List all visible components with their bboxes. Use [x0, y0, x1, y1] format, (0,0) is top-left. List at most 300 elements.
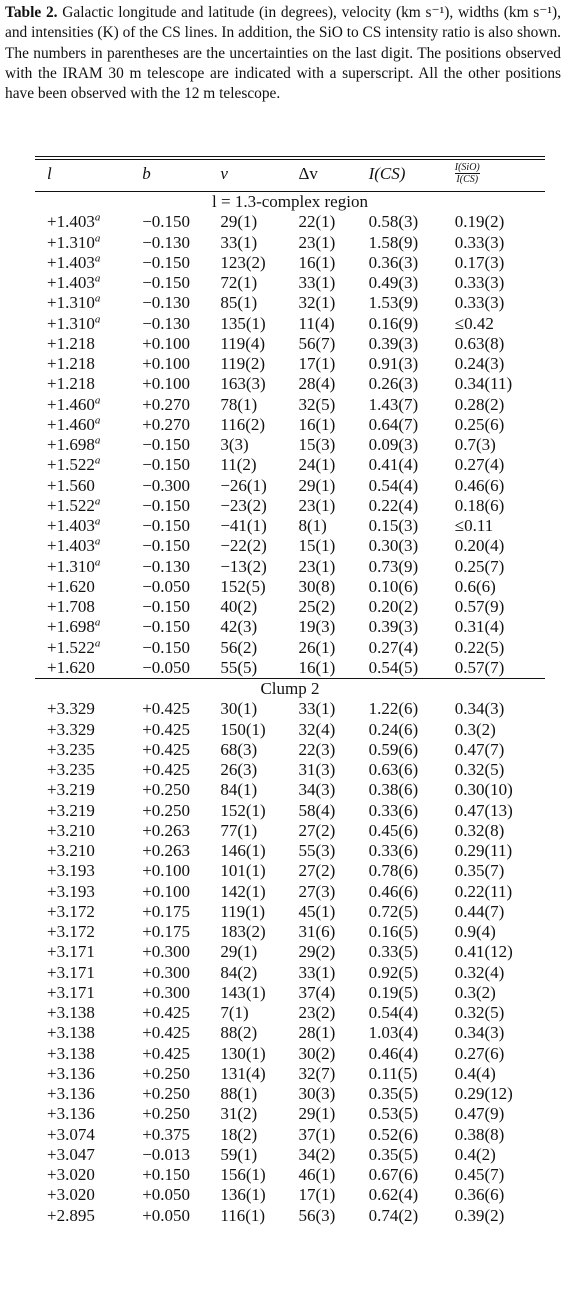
- cell-v: 7(1): [220, 1003, 249, 1022]
- cell-ratio: 0.46(6): [454, 475, 505, 495]
- table-top-rule: [35, 159, 545, 160]
- cell-ics: 0.91(3): [368, 354, 419, 373]
- cell-ics: 0.53(5): [368, 1104, 419, 1124]
- table-row: [35, 638, 545, 658]
- cell-ratio: 0.6(6): [454, 576, 496, 596]
- cell-v: 183(2): [220, 922, 266, 941]
- cell-v: 29(1): [220, 942, 258, 962]
- cell-b: +0.425: [142, 719, 191, 739]
- table-row: [35, 1084, 545, 1104]
- cell-l: +3.235: [47, 739, 95, 759]
- cell-ics: 0.19(5): [368, 982, 419, 1002]
- cell-ics: 1.58(9): [368, 232, 419, 252]
- table-row: [35, 395, 545, 415]
- table-caption: [5, 3, 561, 104]
- cell-dv: 37(4): [298, 982, 336, 1002]
- cell-dv: 24(1): [298, 455, 336, 475]
- cell-ics: 0.63(6): [368, 760, 419, 779]
- cell-b: +0.250: [142, 1063, 191, 1083]
- telescope-superscript: a: [94, 616, 101, 629]
- cell-ratio: 0.28(2): [454, 394, 505, 414]
- cell-l: +1.620: [47, 657, 95, 677]
- cell-v: 18(2): [220, 1124, 258, 1144]
- cell-ics: 0.39(3): [368, 333, 419, 353]
- cell-l: +1.310$^a$: [47, 312, 101, 333]
- cell-l: +1.522$^a$: [47, 636, 101, 657]
- cell-ratio: 0.33(3): [454, 293, 505, 313]
- cell-b: +0.425: [142, 699, 191, 719]
- cell-ics: 1.43(7): [368, 394, 419, 414]
- cell-v: 33(1): [220, 232, 258, 252]
- telescope-superscript: a: [94, 312, 101, 325]
- cell-v: 152(5): [220, 576, 266, 596]
- table-row: [35, 1023, 545, 1043]
- table-row: [35, 1104, 545, 1124]
- cell-ratio: 0.35(7): [454, 861, 505, 881]
- cell-ics: 0.30(3): [368, 536, 419, 556]
- cell-l: +1.218: [47, 333, 95, 353]
- telescope-superscript: a: [94, 555, 101, 568]
- cell-ratio: 0.3(2): [454, 982, 496, 1002]
- table-row: [35, 354, 545, 374]
- cell-ics: 0.41(4): [368, 455, 419, 475]
- cell-ratio: 0.44(7): [454, 901, 505, 921]
- table-row: [35, 740, 545, 760]
- cell-ics: 0.59(6): [368, 739, 419, 759]
- cell-ics: 0.38(6): [368, 780, 419, 800]
- table-row: [35, 882, 545, 902]
- table-row: [35, 821, 545, 841]
- cell-ics: 1.03(4): [368, 1023, 419, 1043]
- cell-v: 143(1): [220, 982, 266, 1002]
- cell-ratio: 0.29(11): [454, 841, 513, 860]
- cell-ratio: 0.33(3): [454, 273, 505, 292]
- cell-dv: 27(3): [298, 881, 336, 901]
- cell-v: 56(2): [220, 637, 258, 657]
- cell-dv: 26(1): [298, 637, 336, 657]
- cell-ics: 0.39(3): [368, 617, 419, 637]
- section-title-row: [35, 192, 545, 213]
- cell-dv: 34(3): [298, 780, 336, 800]
- cell-ratio: 0.47(7): [454, 739, 505, 759]
- cell-dv: 33(1): [298, 273, 336, 292]
- table-row: [35, 536, 545, 556]
- cell-v: 72(1): [220, 273, 258, 292]
- cell-ratio: 0.32(4): [454, 962, 505, 982]
- cell-v: 30(1): [220, 699, 258, 719]
- cell-b: +0.425: [142, 1043, 191, 1063]
- cell-b: +0.425: [142, 1023, 191, 1043]
- cell-dv: 27(2): [298, 861, 336, 881]
- cell-ics: 0.33(5): [368, 942, 419, 962]
- cell-ratio: 0.33(3): [454, 232, 505, 252]
- telescope-superscript: a: [94, 434, 101, 447]
- cell-b: −0.050: [142, 657, 191, 677]
- cell-ratio: 0.29(12): [454, 1084, 513, 1103]
- cell-b: −0.150: [142, 495, 191, 515]
- cell-b: −0.150: [142, 252, 191, 272]
- cell-ics: 0.24(6): [368, 719, 419, 739]
- cell-dv: 27(2): [298, 820, 336, 840]
- cell-l: +3.235: [47, 760, 95, 779]
- cell-dv: 56(3): [298, 1205, 336, 1225]
- cell-b: +0.250: [142, 1084, 191, 1103]
- cell-l: +3.210: [47, 841, 95, 860]
- cell-dv: 29(1): [298, 475, 336, 495]
- cell-ics: 0.15(3): [368, 516, 419, 535]
- cell-b: −0.150: [142, 536, 191, 556]
- table-row: [35, 435, 545, 455]
- cell-ics: 0.73(9): [368, 556, 419, 576]
- cell-v: −13(2): [220, 556, 267, 576]
- cell-ratio: 0.9(4): [454, 922, 496, 941]
- cell-l: +1.522$^a$: [47, 454, 101, 475]
- table-row: [35, 577, 545, 597]
- cell-b: −0.150: [142, 435, 191, 454]
- cell-l: +1.698$^a$: [47, 616, 101, 637]
- cell-b: −0.013: [142, 1144, 191, 1164]
- cell-l: +1.310$^a$: [47, 231, 101, 252]
- cell-l: +1.460$^a$: [47, 414, 101, 434]
- cell-b: +0.263: [142, 820, 191, 840]
- cell-ratio: 0.25(6): [454, 414, 505, 434]
- cell-ics: 0.09(3): [368, 435, 419, 454]
- table-row: [35, 1145, 545, 1165]
- cell-b: +0.100: [142, 333, 191, 353]
- cell-ratio: 0.57(9): [454, 597, 505, 616]
- cell-v: −26(1): [220, 475, 267, 495]
- cell-l: +3.020: [47, 1165, 95, 1184]
- cell-dv: 17(1): [298, 354, 336, 373]
- cell-ics: 0.62(4): [368, 1185, 419, 1205]
- cell-v: −22(2): [220, 536, 267, 556]
- cell-b: +0.100: [142, 354, 191, 373]
- telescope-superscript: a: [94, 393, 101, 406]
- cell-v: 85(1): [220, 293, 258, 313]
- table-row: [35, 1044, 545, 1064]
- telescope-superscript: a: [94, 535, 101, 548]
- cell-dv: 58(4): [298, 800, 336, 820]
- cell-l: +1.698$^a$: [47, 434, 101, 454]
- header-dv: Δv: [298, 157, 368, 192]
- cell-dv: 29(2): [298, 942, 336, 962]
- table-body: [35, 192, 545, 1226]
- cell-ratio: 0.22(11): [454, 881, 513, 901]
- cell-l: +1.403$^a$: [47, 535, 101, 556]
- table-row: [35, 1125, 545, 1145]
- cell-ratio: 0.20(4): [454, 536, 505, 556]
- cell-ratio: 0.4(4): [454, 1063, 496, 1083]
- table-row: [35, 557, 545, 577]
- table-row: [35, 922, 545, 942]
- telescope-superscript: a: [94, 495, 101, 508]
- cell-l: +1.403$^a$: [47, 272, 101, 292]
- table-label: Table 2.: [5, 4, 58, 21]
- table-header-row: [35, 157, 545, 192]
- cell-v: 42(3): [220, 617, 258, 637]
- cell-dv: 16(1): [298, 657, 336, 677]
- cell-v: 84(2): [220, 962, 258, 982]
- cell-ratio: 0.34(11): [454, 374, 513, 394]
- cell-v: 152(1): [220, 800, 266, 820]
- cell-l: +3.171: [47, 962, 95, 982]
- table-row: [35, 983, 545, 1003]
- cell-ratio: 0.36(6): [454, 1185, 505, 1205]
- cell-ratio: 0.3(2): [454, 719, 496, 739]
- header-v: v: [220, 157, 298, 192]
- table-row: [35, 760, 545, 780]
- cell-dv: 55(3): [298, 841, 336, 860]
- cell-ics: 0.36(3): [368, 252, 419, 272]
- cell-b: +0.100: [142, 861, 191, 881]
- cell-dv: 8(1): [298, 516, 327, 535]
- telescope-superscript: a: [94, 292, 101, 305]
- cell-v: 150(1): [220, 719, 266, 739]
- cell-ics: 0.64(7): [368, 414, 419, 434]
- cell-ics: 0.35(5): [368, 1084, 419, 1103]
- cell-v: 77(1): [220, 820, 258, 840]
- caption-text: Galactic longitude and latitude (in degrees), velocity (km s⁻¹), widths (km s⁻¹), and intensities (K) of the CS lines. In addition, the SiO to CS intensity ratio is also shown. The numbers in parentheses are the uncertainties on the last digit. The positions observed with the IRAM 30 m telescope are indicated with a superscript. All the other positions have been observed with the 12 m telescope.: [5, 4, 561, 103]
- cell-v: 88(2): [220, 1023, 258, 1043]
- cell-l: +1.460$^a$: [47, 393, 101, 414]
- cell-b: −0.150: [142, 617, 191, 637]
- cell-b: +0.100: [142, 374, 191, 394]
- cell-ics: 0.33(6): [368, 800, 419, 820]
- cell-ratio: 0.45(7): [454, 1165, 505, 1184]
- table-row: [35, 212, 545, 232]
- cell-v: 78(1): [220, 394, 258, 414]
- cell-l: +3.136: [47, 1063, 95, 1083]
- table-row: [35, 334, 545, 354]
- cell-l: +1.522$^a$: [47, 495, 101, 515]
- cell-l: +3.138: [47, 1003, 95, 1022]
- table-row: [35, 841, 545, 861]
- table-row: [35, 496, 545, 516]
- cell-ratio: 0.32(5): [454, 1003, 505, 1022]
- cell-b: −0.050: [142, 576, 191, 596]
- cell-ics: 0.33(6): [368, 841, 419, 860]
- cell-dv: 16(1): [298, 414, 336, 434]
- section-title: Clump 2: [35, 679, 545, 700]
- cell-b: +0.375: [142, 1124, 191, 1144]
- cell-ratio: 0.32(8): [454, 820, 505, 840]
- table-row: [35, 801, 545, 821]
- cell-v: 68(3): [220, 739, 258, 759]
- cell-dv: 30(2): [298, 1043, 336, 1063]
- cell-v: 142(1): [220, 881, 266, 901]
- cell-dv: 46(1): [298, 1165, 336, 1184]
- cell-l: +1.708: [47, 597, 95, 616]
- cell-v: 123(2): [220, 252, 266, 272]
- table-row: [35, 516, 545, 536]
- cell-l: +3.074: [47, 1124, 95, 1144]
- cell-ics: 0.74(2): [368, 1205, 419, 1225]
- ratio-numerator: I(SiO): [454, 161, 480, 173]
- table-row: [35, 699, 545, 719]
- cell-b: −0.130: [142, 313, 191, 333]
- cell-dv: 31(6): [298, 922, 336, 941]
- cell-dv: 32(7): [298, 1063, 336, 1083]
- cell-ics: 1.53(9): [368, 293, 419, 313]
- cell-b: +0.425: [142, 739, 191, 759]
- cell-ratio: 0.39(2): [454, 1205, 505, 1225]
- cell-l: +1.403$^a$: [47, 211, 101, 232]
- cell-ratio: 0.24(3): [454, 354, 505, 373]
- cell-l: +3.136: [47, 1084, 95, 1103]
- cell-ics: 0.16(5): [368, 922, 419, 941]
- cell-b: −0.150: [142, 273, 191, 292]
- cell-v: 84(1): [220, 780, 258, 800]
- cell-dv: 32(5): [298, 394, 336, 414]
- cell-v: −41(1): [220, 516, 267, 535]
- cell-b: +0.263: [142, 841, 191, 860]
- cell-ics: 0.46(4): [368, 1043, 419, 1063]
- cell-b: −0.130: [142, 556, 191, 576]
- cell-dv: 37(1): [298, 1124, 336, 1144]
- cell-ics: 0.11(5): [368, 1063, 418, 1083]
- cell-l: +3.171: [47, 942, 95, 962]
- telescope-superscript: a: [94, 252, 101, 265]
- cell-v: 31(2): [220, 1104, 258, 1124]
- cell-ics: 0.54(4): [368, 1003, 419, 1022]
- cell-dv: 15(1): [298, 536, 336, 556]
- header-l: l: [35, 157, 142, 192]
- cell-l: +3.020: [47, 1185, 95, 1205]
- cell-b: −0.150: [142, 597, 191, 616]
- table-row: [35, 314, 545, 334]
- cell-ics: 0.49(3): [368, 273, 419, 292]
- telescope-superscript: a: [94, 636, 101, 649]
- cell-dv: 31(3): [298, 760, 336, 779]
- cell-ratio: 0.41(12): [454, 942, 513, 962]
- cell-dv: 28(4): [298, 374, 336, 394]
- cell-l: +3.171: [47, 982, 95, 1002]
- cell-b: +0.250: [142, 1104, 191, 1124]
- cell-b: +0.270: [142, 414, 191, 434]
- ratio-fraction: [455, 162, 480, 185]
- section-title-row: [35, 679, 545, 700]
- cell-v: 146(1): [220, 841, 266, 860]
- cell-l: +1.620: [47, 576, 95, 596]
- header-ics: I(CS): [369, 157, 455, 192]
- cell-ics: 0.46(6): [368, 881, 419, 901]
- cell-l: +3.047: [47, 1144, 95, 1164]
- cell-b: −0.130: [142, 293, 191, 313]
- table-row: [35, 233, 545, 253]
- cell-dv: 45(1): [298, 901, 336, 921]
- cell-dv: 22(1): [298, 212, 336, 232]
- cell-b: +0.050: [142, 1205, 191, 1225]
- cell-v: 101(1): [220, 861, 266, 881]
- header-b: b: [142, 157, 220, 192]
- cell-l: +1.403$^a$: [47, 252, 101, 272]
- cell-v: 26(3): [220, 760, 258, 779]
- cell-v: 131(4): [220, 1063, 266, 1083]
- data-table: [35, 156, 545, 1226]
- cell-ics: 0.35(5): [368, 1144, 419, 1164]
- cell-l: +1.218: [47, 374, 95, 394]
- cell-ratio: 0.17(3): [454, 252, 505, 272]
- cell-ics: 0.45(6): [368, 820, 419, 840]
- header-ratio: [455, 157, 545, 192]
- telescope-superscript: a: [94, 211, 101, 224]
- cell-dv: 23(2): [298, 1003, 336, 1022]
- cell-dv: 22(3): [298, 739, 336, 759]
- cell-dv: 32(4): [298, 719, 336, 739]
- table-row: [35, 1064, 545, 1084]
- cell-v: 116(1): [220, 1205, 266, 1225]
- table-row: [35, 861, 545, 881]
- cell-b: +0.250: [142, 800, 191, 820]
- cell-b: +0.300: [142, 982, 191, 1002]
- cell-ics: 0.54(4): [368, 475, 419, 495]
- cell-ics: 0.78(6): [368, 861, 419, 881]
- cell-dv: 30(8): [298, 576, 336, 596]
- cell-ratio: 0.63(8): [454, 333, 505, 353]
- cell-dv: 15(3): [298, 435, 336, 454]
- table-row: [35, 597, 545, 617]
- cell-v: 156(1): [220, 1165, 266, 1184]
- table-row: [35, 617, 545, 637]
- cell-ratio: 0.27(6): [454, 1043, 505, 1063]
- cell-ics: 0.26(3): [368, 374, 419, 394]
- cell-v: 59(1): [220, 1144, 258, 1164]
- telescope-superscript: a: [94, 414, 101, 427]
- telescope-superscript: a: [94, 231, 101, 244]
- cell-ics: 0.54(5): [368, 657, 419, 677]
- cell-dv: 11(4): [298, 313, 335, 333]
- cell-v: 130(1): [220, 1043, 266, 1063]
- cell-b: −0.150: [142, 516, 191, 535]
- table-row: [35, 1185, 545, 1205]
- table-row: [35, 273, 545, 293]
- cell-b: +0.250: [142, 780, 191, 800]
- cell-v: 119(2): [220, 354, 266, 373]
- cell-l: +1.403$^a$: [47, 515, 101, 535]
- cell-b: +0.270: [142, 394, 191, 414]
- cell-v: 11(2): [220, 455, 257, 475]
- cell-l: +3.219: [47, 780, 95, 800]
- table-row: [35, 374, 545, 394]
- cell-ratio: 0.38(8): [454, 1124, 505, 1144]
- cell-ics: 0.27(4): [368, 637, 419, 657]
- cell-b: +0.175: [142, 901, 191, 921]
- cell-b: +0.175: [142, 922, 191, 941]
- telescope-superscript: a: [94, 272, 101, 285]
- table-row: [35, 415, 545, 435]
- cell-b: −0.150: [142, 455, 191, 475]
- cell-ics: 0.20(2): [368, 597, 419, 616]
- cell-dv: 33(1): [298, 962, 336, 982]
- cell-dv: 33(1): [298, 699, 336, 719]
- cell-ratio: 0.47(13): [454, 800, 513, 820]
- cell-l: +1.218: [47, 354, 95, 373]
- cell-v: 88(1): [220, 1084, 258, 1103]
- cell-v: 116(2): [220, 414, 266, 434]
- cell-ics: 0.58(3): [368, 212, 419, 232]
- table-row: [35, 780, 545, 800]
- cell-dv: 32(1): [298, 293, 336, 313]
- cell-dv: 30(3): [298, 1084, 336, 1103]
- cell-b: −0.130: [142, 232, 191, 252]
- cell-ics: 0.52(6): [368, 1124, 419, 1144]
- cell-l: +3.172: [47, 922, 95, 941]
- cell-l: +3.193: [47, 881, 95, 901]
- cell-l: +3.172: [47, 901, 95, 921]
- cell-ratio: 0.57(7): [454, 657, 505, 677]
- table-row: [35, 902, 545, 922]
- table-row: [35, 942, 545, 962]
